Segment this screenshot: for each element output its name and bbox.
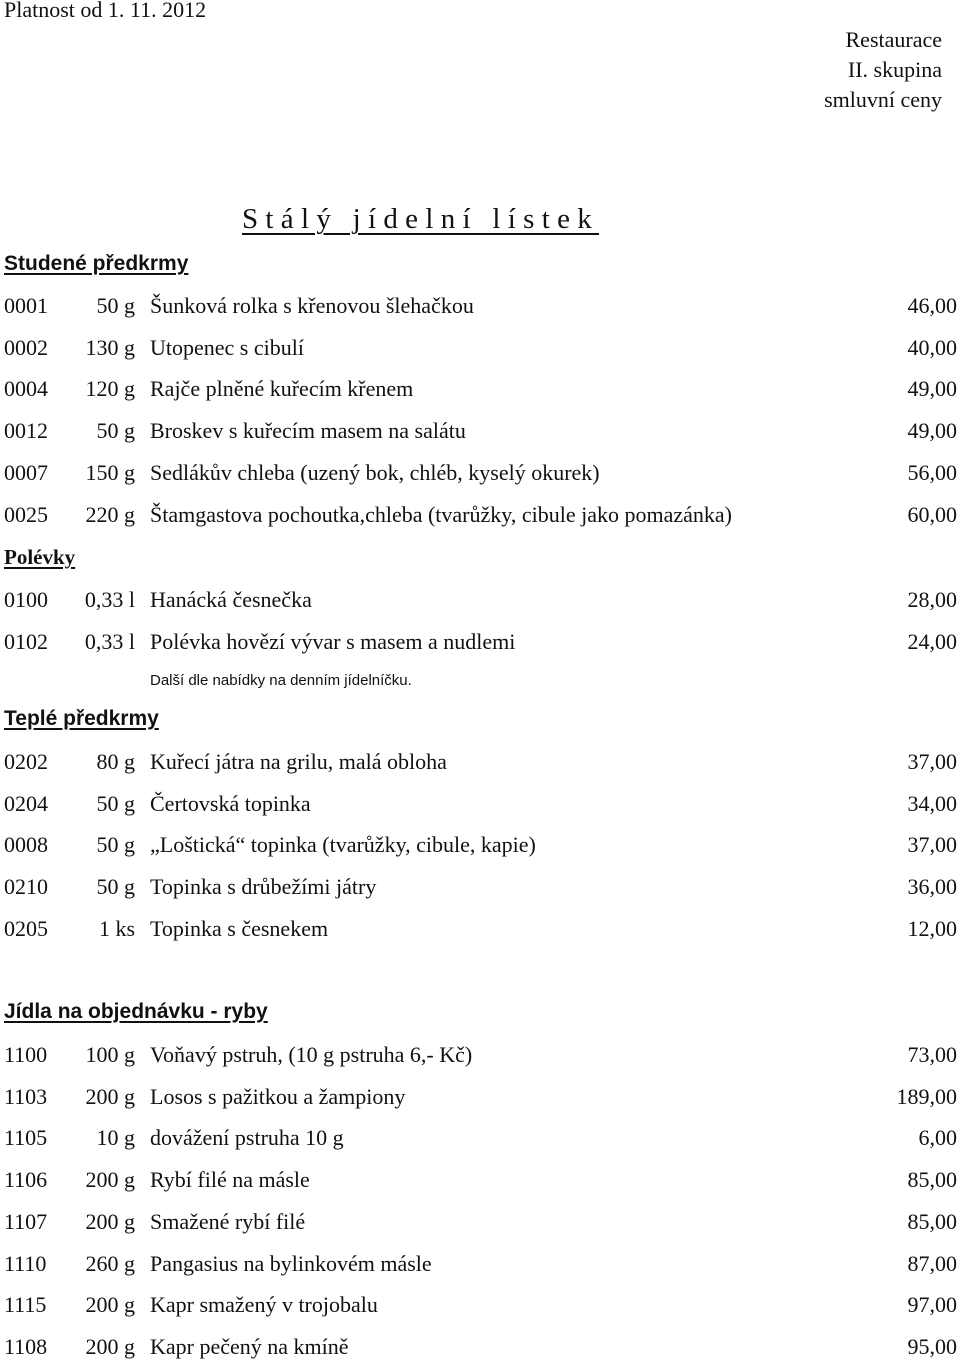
item-name: Voňavý pstruh, (10 g pstruha 6,- Kč): [150, 1042, 473, 1067]
menu-item-row: [0, 376, 960, 406]
item-code: 1106: [4, 1167, 48, 1193]
menu-item-row: [0, 1167, 960, 1197]
item-name: Šunková rolka s křenovou šlehačkou: [150, 293, 474, 318]
menu-item-row: [0, 460, 960, 490]
item-code: 0008: [4, 832, 48, 858]
item-quantity: 220 g: [85, 501, 135, 527]
item-quantity: 50 g: [96, 418, 135, 444]
item-price: 87,00: [907, 1250, 957, 1276]
section-heading-cold-starters: Studené předkrmy: [4, 252, 189, 275]
section-heading-soups: Polévky: [4, 545, 76, 569]
menu-item-row: [0, 749, 960, 779]
price-group-label: II. skupina: [847, 57, 942, 82]
item-name: Sedlákův chleba (uzený bok, chléb, kyselý okurek): [150, 459, 600, 485]
item-quantity: 50 g: [96, 874, 135, 900]
item-name: Čertovská topinka: [150, 790, 311, 816]
item-price: 49,00: [907, 418, 957, 444]
item-quantity: 0,33 l: [84, 587, 135, 612]
item-quantity: 100 g: [85, 1042, 135, 1067]
item-price: 60,00: [907, 501, 957, 527]
item-price: 24,00: [907, 628, 957, 654]
menu-title: Stálý jídelní lístek: [242, 203, 600, 235]
menu-item-row: [0, 587, 960, 617]
item-name: Štamgastova pochoutka,chleba (tvarůžky, cibule jako pomazánka): [150, 501, 732, 527]
item-name: Rajče plněné kuřecím křenem: [150, 376, 414, 402]
menu-item-row: [0, 629, 960, 659]
item-code: 1108: [4, 1333, 48, 1359]
menu-item-row: [0, 1084, 960, 1114]
item-code: 1100: [4, 1042, 48, 1067]
item-code: 0001: [4, 293, 48, 318]
menu-item-row: [0, 418, 960, 448]
item-name: Polévka hovězí vývar s masem a nudlemi: [150, 628, 516, 654]
item-price: 85,00: [907, 1167, 957, 1193]
item-quantity: 50 g: [96, 832, 135, 858]
item-code: 0100: [4, 587, 48, 612]
item-code: 1105: [4, 1125, 48, 1151]
item-quantity: 1 ks: [98, 915, 135, 941]
item-code: 0204: [4, 790, 48, 816]
soups-note: Další dle nabídky na denním jídelníčku.: [150, 672, 412, 689]
item-code: 0007: [4, 459, 48, 485]
menu-item-row: [0, 791, 960, 821]
item-code: 1103: [4, 1083, 48, 1109]
item-code: 0004: [4, 376, 48, 402]
section-heading-fish: Jídla na objednávku - ryby: [4, 1000, 268, 1023]
item-quantity: 50 g: [96, 790, 135, 816]
item-name: Kapr pečený na kmíně: [150, 1333, 349, 1359]
item-price: 6,00: [918, 1125, 957, 1151]
item-name: Kuřecí játra na grilu, malá obloha: [150, 749, 447, 774]
menu-item-row: [0, 874, 960, 904]
item-name: Utopenec s cibulí: [150, 334, 304, 360]
menu-item-row: [0, 1334, 960, 1364]
item-quantity: 0,33 l: [84, 628, 135, 654]
item-quantity: 50 g: [96, 293, 135, 318]
item-name: Pangasius na bylinkovém másle: [150, 1250, 432, 1276]
item-quantity: 80 g: [96, 749, 135, 774]
item-name: Smažené rybí filé: [150, 1208, 306, 1234]
item-price: 36,00: [907, 874, 957, 900]
validity-date: Platnost od 1. 11. 2012: [4, 0, 207, 22]
item-quantity: 200 g: [85, 1333, 135, 1359]
item-quantity: 200 g: [85, 1292, 135, 1318]
item-code: 0202: [4, 749, 48, 774]
item-name: „Loštická“ topinka (tvarůžky, cibule, kapie): [150, 832, 536, 858]
menu-item-row: [0, 916, 960, 946]
item-code: 0210: [4, 874, 48, 900]
item-name: Losos s pažitkou a žampiony: [150, 1083, 406, 1109]
menu-item-row: [0, 1209, 960, 1239]
item-price: 12,00: [907, 915, 957, 941]
menu-item-row: [0, 1125, 960, 1155]
item-price: 49,00: [907, 376, 957, 402]
menu-item-row: [0, 293, 960, 323]
item-code: 1115: [4, 1292, 47, 1318]
item-quantity: 200 g: [85, 1167, 135, 1193]
item-price: 37,00: [907, 749, 957, 774]
restaurant-label: Restaurace: [845, 27, 942, 52]
item-price: 34,00: [907, 790, 957, 816]
menu-item-row: [0, 1292, 960, 1322]
item-name: Topinka s drůbežími játry: [150, 874, 377, 900]
item-price: 56,00: [907, 459, 957, 485]
item-code: 0025: [4, 501, 48, 527]
item-price: 189,00: [896, 1083, 957, 1109]
item-name: Hanácká česnečka: [150, 587, 312, 612]
contract-prices-label: smluvní ceny: [824, 87, 942, 112]
item-price: 97,00: [907, 1292, 957, 1318]
item-price: 46,00: [907, 293, 957, 318]
item-code: 0205: [4, 915, 48, 941]
item-name: Kapr smažený v trojobalu: [150, 1292, 378, 1318]
item-quantity: 200 g: [85, 1208, 135, 1234]
item-quantity: 120 g: [85, 376, 135, 402]
item-name: Rybí filé na másle: [150, 1167, 310, 1193]
menu-item-row: [0, 1042, 960, 1072]
item-name: Broskev s kuřecím masem na salátu: [150, 418, 466, 444]
item-price: 85,00: [907, 1208, 957, 1234]
item-quantity: 260 g: [85, 1250, 135, 1276]
menu-item-row: [0, 335, 960, 365]
item-price: 40,00: [907, 334, 957, 360]
item-quantity: 200 g: [85, 1083, 135, 1109]
item-price: 95,00: [907, 1333, 957, 1359]
menu-item-row: [0, 502, 960, 532]
item-code: 0102: [4, 628, 48, 654]
item-price: 37,00: [907, 832, 957, 858]
item-code: 1110: [4, 1250, 47, 1276]
item-code: 1107: [4, 1208, 48, 1234]
item-price: 28,00: [907, 587, 957, 612]
item-quantity: 150 g: [85, 459, 135, 485]
item-code: 0012: [4, 418, 48, 444]
item-code: 0002: [4, 334, 48, 360]
item-price: 73,00: [907, 1042, 957, 1067]
menu-item-row: [0, 832, 960, 862]
section-heading-warm-starters: Teplé předkrmy: [4, 707, 159, 730]
item-name: Topinka s česnekem: [150, 915, 329, 941]
item-quantity: 10 g: [96, 1125, 135, 1151]
menu-item-row: [0, 1251, 960, 1281]
item-quantity: 130 g: [85, 334, 135, 360]
item-name: dovážení pstruha 10 g: [150, 1125, 344, 1151]
